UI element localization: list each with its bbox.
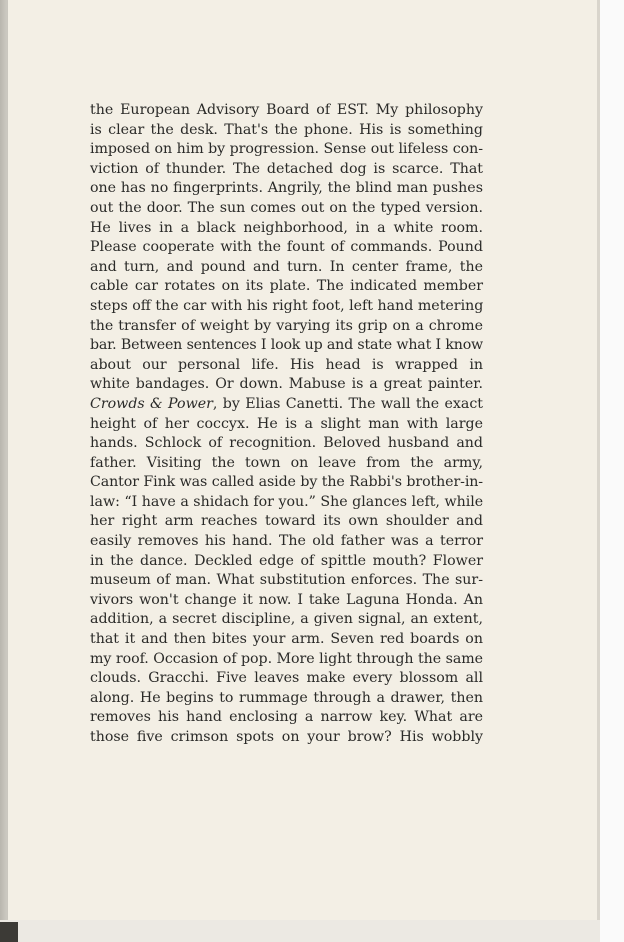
text-line: along. He begins to rummage through a drawer, then [90, 689, 483, 706]
text-line: viction of thunder. The detached dog is scarce. That [90, 160, 483, 177]
text-line: the European Advisory Board of EST. My philosophy [90, 102, 483, 118]
text-line: Cantor Fink was called aside by the Rabbi's brother-in- [90, 474, 483, 491]
text-line-rest: , by Elias Canetti. The wall the exact [212, 395, 484, 412]
text-line: law: “I have a shidach for you.” She glances left, while [90, 493, 484, 510]
text-line: He lives in a black neighborhood, in a white room. [90, 219, 483, 236]
text-line: about our personal life. His head is wrapped in [90, 356, 483, 373]
body-text [90, 101, 483, 748]
scan-corner-shadow [0, 922, 18, 942]
text-line: cable car rotates on its plate. The indicated member [90, 278, 483, 295]
text-line: imposed on him by progression. Sense out lifeless con- [90, 141, 483, 158]
text-line: removes his hand enclosing a narrow key. What are [90, 709, 483, 726]
text-line: the transfer of weight by varying its grip on a chrome [90, 317, 483, 334]
text-line: is clear the desk. That's the phone. His is something [90, 121, 483, 138]
text-line: clouds. Gracchi. Five leaves make every blossom all [90, 670, 483, 687]
text-line: vivors won't change it now. I take Laguna Honda. An [90, 591, 483, 608]
text-line: addition, a secret discipline, a given signal, an extent, [90, 611, 483, 628]
text-line: white bandages. Or down. Mabuse is a great painter. [90, 376, 483, 393]
text-line: and turn, and pound and turn. In center frame, the [90, 258, 483, 275]
text-line: bar. Between sentences I look up and state what I know [90, 337, 483, 354]
text-line: my roof. Occasion of pop. More light through the same [90, 650, 483, 667]
scan-margin [600, 0, 624, 942]
text-line: steps off the car with his right foot, left hand metering [90, 297, 484, 314]
text-line: hands. Schlock of recognition. Beloved husband and [90, 435, 483, 452]
book-title-italic: Crowds & Power [90, 395, 213, 412]
text-line: that it and then bites your arm. Seven red boards on [90, 631, 483, 648]
text-line: in the dance. Deckled edge of spittle mouth? Flower [90, 552, 483, 569]
text-line: easily removes his hand. The old father was a terror [90, 533, 483, 550]
text-line: out the door. The sun comes out on the typed version. [90, 199, 483, 216]
text-line: one has no fingerprints. Angrily, the blind man pushes [90, 180, 483, 197]
scan-bottom-margin [0, 920, 600, 942]
text-line: father. Visiting the town on leave from the army, [90, 454, 483, 471]
text-line: those five crimson spots on your brow? His wobbly [90, 729, 483, 745]
text-line: height of her coccyx. He is a slight man with large [90, 415, 483, 432]
text-line-with-italic-title [90, 395, 483, 415]
text-line: Please cooperate with the fount of commands. Pound [90, 239, 483, 256]
text-line: museum of man. What substitution enforces. The sur- [90, 572, 483, 589]
text-line: her right arm reaches toward its own shoulder and [90, 513, 483, 530]
